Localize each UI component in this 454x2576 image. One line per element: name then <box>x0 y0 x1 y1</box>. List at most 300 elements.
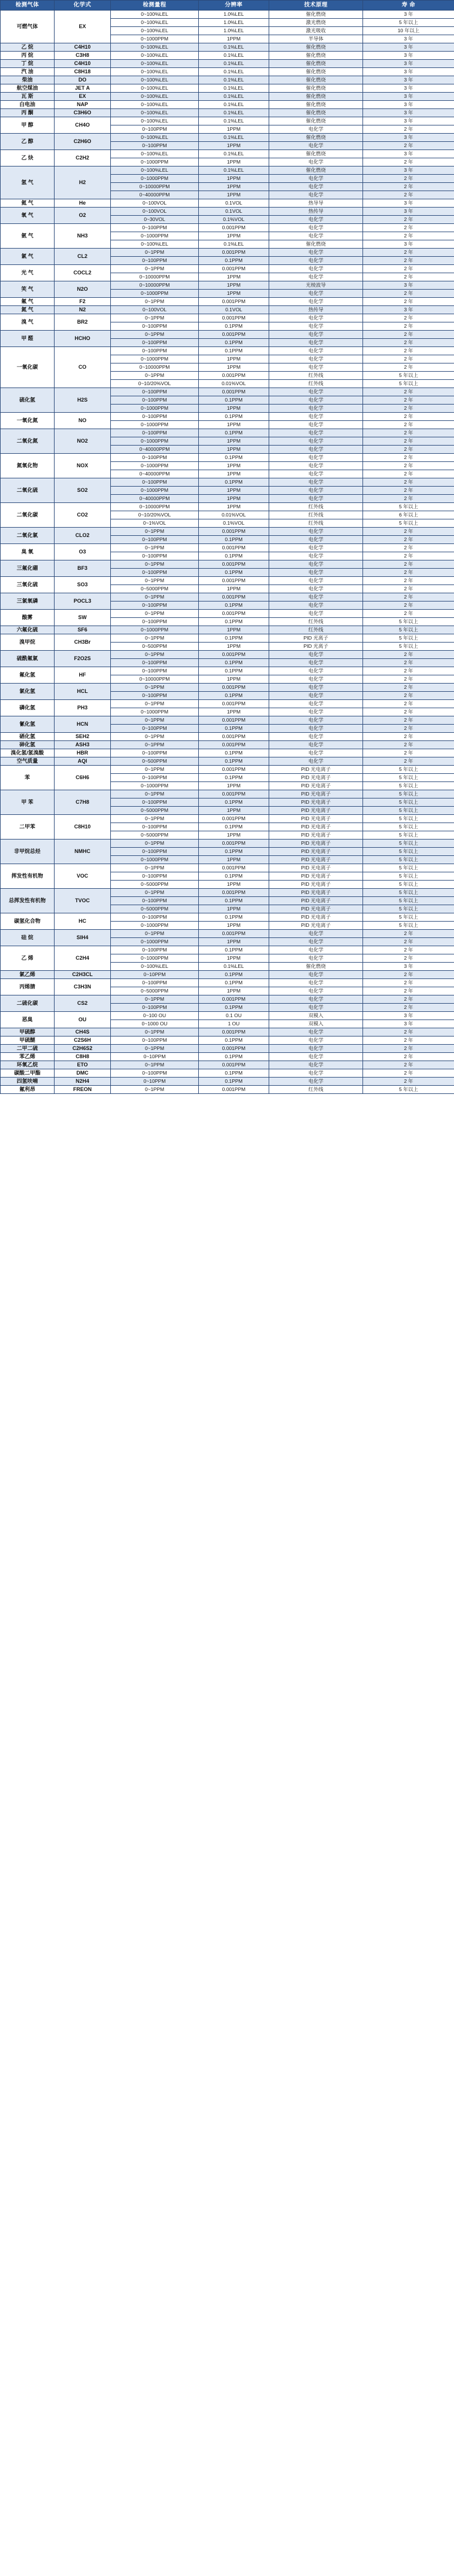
formula-cell: CH3Br <box>55 634 111 651</box>
resolution-cell: 0.1PPM <box>199 413 269 421</box>
resolution-cell: 0.1PPM <box>199 569 269 577</box>
gas-name-cell: 丙烯腈 <box>1 979 55 995</box>
principle-cell: 催化燃烧 <box>269 76 363 84</box>
resolution-cell: 0.001PPM <box>199 766 269 774</box>
principle-cell: 电化学 <box>269 659 363 667</box>
resolution-cell: 0.1%LEL <box>199 60 269 68</box>
life-cell: 2 年 <box>363 175 454 183</box>
gas-name-cell: 二硫化碳 <box>1 995 55 1012</box>
resolution-cell: 1PPM <box>199 503 269 511</box>
range-cell: 0~1PPM <box>111 1045 199 1053</box>
principle-cell: 双模入 <box>269 1012 363 1020</box>
life-cell: 5 年以上 <box>363 503 454 511</box>
table-row <box>1 281 454 290</box>
table-row <box>1 43 454 52</box>
range-cell: 0~10000PPM <box>111 273 199 281</box>
range-cell: 0~1PPM <box>111 249 199 257</box>
formula-cell: NH3 <box>55 224 111 249</box>
principle-cell: PID 光电离子 <box>269 913 363 922</box>
life-cell: 3 年 <box>363 43 454 52</box>
life-cell: 3 年 <box>363 208 454 216</box>
formula-cell: HCL <box>55 684 111 700</box>
gas-name-cell: 溴化氢/氢溴酸 <box>1 749 55 757</box>
gas-name-cell: 二甲二硫 <box>1 1045 55 1053</box>
range-cell: 0~100PPM <box>111 1036 199 1045</box>
principle-cell: 电化学 <box>269 339 363 347</box>
resolution-cell: 0.1PPM <box>199 1053 269 1061</box>
range-cell: 0~1PPM <box>111 331 199 339</box>
formula-cell: C8H10 <box>55 815 111 840</box>
range-cell: 0~1PPM <box>111 716 199 725</box>
range-cell: 0~1PPM <box>111 864 199 872</box>
resolution-cell: 0.001PPM <box>199 1045 269 1053</box>
principle-cell: PID 光电离子 <box>269 872 363 881</box>
life-cell: 3 年 <box>363 11 454 19</box>
life-cell: 2 年 <box>363 265 454 273</box>
table-row <box>1 60 454 68</box>
life-cell: 3 年 <box>363 306 454 314</box>
range-cell: 0~100%LEL <box>111 60 199 68</box>
resolution-cell: 0.001PPM <box>199 700 269 708</box>
header-formula: 化学式 <box>55 1 111 11</box>
resolution-cell: 0.1PPM <box>199 347 269 355</box>
resolution-cell: 0.1%LEL <box>199 117 269 125</box>
resolution-cell: 0.001PPM <box>199 265 269 273</box>
table-row <box>1 224 454 232</box>
formula-cell: TVOC <box>55 889 111 913</box>
gas-name-cell: 总挥发性有机物 <box>1 889 55 913</box>
life-cell: 5 年以上 <box>363 848 454 856</box>
principle-cell: 电化学 <box>269 1036 363 1045</box>
gas-name-cell: 二氧化硫 <box>1 478 55 503</box>
formula-cell: H2 <box>55 166 111 199</box>
table-row <box>1 1078 454 1086</box>
life-cell: 5 年以上 <box>363 905 454 913</box>
principle-cell: 电化学 <box>269 1004 363 1012</box>
principle-cell: 电化学 <box>269 708 363 716</box>
principle-cell: PID 光电离子 <box>269 864 363 872</box>
formula-cell: FREON <box>55 1086 111 1094</box>
range-cell: 0~40000PPM <box>111 495 199 503</box>
formula-cell: H2S <box>55 388 111 413</box>
range-cell: 0~1000PPM <box>111 290 199 298</box>
gas-name-cell: 硫化氢 <box>1 388 55 413</box>
range-cell: 0~1000PPM <box>111 158 199 166</box>
formula-cell: C2H3CL <box>55 971 111 979</box>
resolution-cell: 1PPM <box>199 881 269 889</box>
principle-cell: 电化学 <box>269 741 363 749</box>
life-cell: 2 年 <box>363 339 454 347</box>
gas-name-cell: 氮 气 <box>1 306 55 314</box>
resolution-cell: 0.1%VOL <box>199 216 269 224</box>
gas-name-cell: 氢 气 <box>1 166 55 199</box>
range-cell: 0~100%LEL <box>111 240 199 249</box>
gas-name-cell: 乙 烯 <box>1 946 55 971</box>
formula-cell: C3H3N <box>55 979 111 995</box>
formula-cell: C2H2 <box>55 150 111 166</box>
range-cell: 0~100PPM <box>111 1004 199 1012</box>
range-cell: 0~500PPM <box>111 757 199 766</box>
table-row <box>1 651 454 659</box>
gas-name-cell: 航空煤油 <box>1 84 55 93</box>
resolution-cell: 0.001PPM <box>199 528 269 536</box>
resolution-cell: 1PPM <box>199 446 269 454</box>
life-cell: 3 年 <box>363 60 454 68</box>
principle-cell: 催化燃烧 <box>269 166 363 175</box>
table-row <box>1 946 454 954</box>
life-cell: 3 年 <box>363 93 454 101</box>
range-cell: 0~10/20%VOL <box>111 511 199 519</box>
range-cell: 0~1PPM <box>111 840 199 848</box>
principle-cell: 电化学 <box>269 930 363 938</box>
table-row <box>1 716 454 725</box>
life-cell: 5 年以上 <box>363 790 454 798</box>
life-cell: 2 年 <box>363 363 454 372</box>
range-cell: 0~10PPM <box>111 971 199 979</box>
table-row <box>1 840 454 848</box>
resolution-cell: 1PPM <box>199 831 269 840</box>
life-cell: 2 年 <box>363 314 454 322</box>
range-cell: 0~100PPM <box>111 339 199 347</box>
range-cell: 0~1PPM <box>111 577 199 585</box>
range-cell: 0~1000PPM <box>111 782 199 790</box>
principle-cell: 双模入 <box>269 1020 363 1028</box>
range-cell: 0~100PPM <box>111 388 199 396</box>
life-cell: 2 年 <box>363 577 454 585</box>
resolution-cell: 0.1%LEL <box>199 93 269 101</box>
life-cell: 2 年 <box>363 224 454 232</box>
resolution-cell: 1PPM <box>199 462 269 470</box>
principle-cell: 催化燃烧 <box>269 43 363 52</box>
range-cell: 0~100PPM <box>111 823 199 831</box>
principle-cell: 激光吸收 <box>269 27 363 35</box>
gas-name-cell: 四氢呋喃 <box>1 1078 55 1086</box>
principle-cell: 催化燃烧 <box>269 11 363 19</box>
life-cell: 2 年 <box>363 273 454 281</box>
range-cell: 0~1000PPM <box>111 462 199 470</box>
range-cell: 0~100PPM <box>111 872 199 881</box>
resolution-cell: 1PPM <box>199 273 269 281</box>
life-cell: 2 年 <box>363 560 454 569</box>
table-row <box>1 1053 454 1061</box>
life-cell: 3 年 <box>363 68 454 76</box>
life-cell: 3 年 <box>363 1012 454 1020</box>
life-cell: 3 年 <box>363 963 454 971</box>
resolution-cell: 0.1PPM <box>199 946 269 954</box>
table-row <box>1 1012 454 1020</box>
header-gas: 检测气体 <box>1 1 55 11</box>
principle-cell: PID 光电离子 <box>269 922 363 930</box>
principle-cell: 催化燃烧 <box>269 68 363 76</box>
range-cell: 0~1PPM <box>111 593 199 601</box>
resolution-cell: 1PPM <box>199 675 269 684</box>
range-cell: 0~100PPM <box>111 897 199 905</box>
range-cell: 0~1PPM <box>111 1086 199 1094</box>
principle-cell: 激光燃烧 <box>269 19 363 27</box>
principle-cell: 电化学 <box>269 298 363 306</box>
table-row <box>1 593 454 601</box>
range-cell: 0~1000PPM <box>111 954 199 963</box>
principle-cell: 电化学 <box>269 667 363 675</box>
range-cell: 0~1000PPM <box>111 405 199 413</box>
range-cell: 0~100PPM <box>111 396 199 405</box>
principle-cell: 热传导 <box>269 306 363 314</box>
gas-name-cell: 氦 气 <box>1 199 55 208</box>
formula-cell: O3 <box>55 544 111 560</box>
resolution-cell: 0.1PPM <box>199 692 269 700</box>
resolution-cell: 0.1PPM <box>199 971 269 979</box>
principle-cell: 电化学 <box>269 971 363 979</box>
principle-cell: 电化学 <box>269 1061 363 1069</box>
resolution-cell: 0.001PPM <box>199 314 269 322</box>
table-row <box>1 700 454 708</box>
gas-name-cell: 乙 炔 <box>1 150 55 166</box>
range-cell: 0~40000PPM <box>111 446 199 454</box>
range-cell: 0~1PPM <box>111 1061 199 1069</box>
range-cell: 0~10000PPM <box>111 503 199 511</box>
life-cell: 3 年 <box>363 35 454 43</box>
table-row <box>1 11 454 19</box>
life-cell: 5 年以上 <box>363 922 454 930</box>
gas-name-cell: 挥发性有机物 <box>1 864 55 889</box>
principle-cell: 红外线 <box>269 519 363 528</box>
formula-cell: CO2 <box>55 503 111 528</box>
range-cell: 0~10000PPM <box>111 183 199 191</box>
formula-cell: BR2 <box>55 314 111 331</box>
principle-cell: 热导导 <box>269 199 363 208</box>
resolution-cell: 0.001PPM <box>199 544 269 552</box>
principle-cell: PID 光电离子 <box>269 905 363 913</box>
life-cell: 5 年以上 <box>363 881 454 889</box>
range-cell: 0~1PPM <box>111 298 199 306</box>
gas-name-cell: 白电油 <box>1 101 55 109</box>
resolution-cell: 0.1PPM <box>199 601 269 610</box>
gas-name-cell: 苯 <box>1 766 55 790</box>
range-cell: 0~1000PPM <box>111 35 199 43</box>
formula-cell: OU <box>55 1012 111 1028</box>
gas-name-cell: 乙 醇 <box>1 134 55 150</box>
resolution-cell: 0.1PPM <box>199 725 269 733</box>
gas-name-cell: 非甲烷总烃 <box>1 840 55 864</box>
table-row <box>1 528 454 536</box>
gas-name-cell: 硒化氢 <box>1 733 55 741</box>
formula-cell: C8H18 <box>55 68 111 76</box>
life-cell: 2 年 <box>363 708 454 716</box>
principle-cell: 电化学 <box>269 552 363 560</box>
principle-cell: 电化学 <box>269 437 363 446</box>
principle-cell: 电化学 <box>269 675 363 684</box>
life-cell: 5 年以上 <box>363 815 454 823</box>
life-cell: 5 年以上 <box>363 798 454 807</box>
formula-cell: C4H10 <box>55 43 111 52</box>
table-row <box>1 1086 454 1094</box>
principle-cell: 电化学 <box>269 987 363 995</box>
resolution-cell: 0.1PPM <box>199 872 269 881</box>
life-cell: 2 年 <box>363 298 454 306</box>
gas-name-cell: 硅 烷 <box>1 930 55 946</box>
life-cell: 2 年 <box>363 454 454 462</box>
range-cell: 0~100%LEL <box>111 109 199 117</box>
range-cell: 0~100 OU <box>111 1012 199 1020</box>
life-cell: 2 年 <box>363 995 454 1004</box>
gas-name-cell: 二氧化氮 <box>1 429 55 454</box>
range-cell: 0~100PPM <box>111 692 199 700</box>
gas-name-cell: 乙 烷 <box>1 43 55 52</box>
life-cell: 5 年以上 <box>363 626 454 634</box>
life-cell: 2 年 <box>363 396 454 405</box>
resolution-cell: 0.001PPM <box>199 716 269 725</box>
life-cell: 2 年 <box>363 528 454 536</box>
principle-cell: 催化燃烧 <box>269 52 363 60</box>
principle-cell: 红外线 <box>269 618 363 626</box>
principle-cell: 电化学 <box>269 446 363 454</box>
range-cell: 0~10000PPM <box>111 675 199 684</box>
resolution-cell: 1.0%LEL <box>199 27 269 35</box>
resolution-cell: 0.1PPM <box>199 757 269 766</box>
life-cell: 2 年 <box>363 158 454 166</box>
table-row <box>1 544 454 552</box>
principle-cell: 电化学 <box>269 716 363 725</box>
life-cell: 3 年 <box>363 240 454 249</box>
table-row <box>1 864 454 872</box>
range-cell: 0~1PPM <box>111 930 199 938</box>
principle-cell: 电化学 <box>269 585 363 593</box>
resolution-cell: 0.001PPM <box>199 995 269 1004</box>
range-cell: 0~1PPM <box>111 634 199 643</box>
resolution-cell: 0.1PPM <box>199 1004 269 1012</box>
table-row <box>1 298 454 306</box>
range-cell: 0~100PPM <box>111 429 199 437</box>
gas-name-cell: 三氟化硼 <box>1 560 55 577</box>
principle-cell: 电化学 <box>269 249 363 257</box>
gas-name-cell: 瓦 斯 <box>1 93 55 101</box>
principle-cell: PID 光电离子 <box>269 798 363 807</box>
resolution-cell: 0.001PPM <box>199 889 269 897</box>
table-row <box>1 150 454 158</box>
resolution-cell: 1PPM <box>199 782 269 790</box>
principle-cell: PID 光离子 <box>269 643 363 651</box>
range-cell: 0~100PPM <box>111 322 199 331</box>
table-row <box>1 134 454 142</box>
principle-cell: 催化燃烧 <box>269 134 363 142</box>
range-cell: 0~100%LEL <box>111 11 199 19</box>
gas-name-cell: 六氟化硫 <box>1 626 55 634</box>
range-cell: 0~1000PPM <box>111 437 199 446</box>
table-row <box>1 815 454 823</box>
resolution-cell: 1PPM <box>199 232 269 240</box>
table-row <box>1 626 454 634</box>
principle-cell: 电化学 <box>269 396 363 405</box>
life-cell: 2 年 <box>363 569 454 577</box>
resolution-cell: 0.001PPM <box>199 840 269 848</box>
principle-cell: PID 光离子 <box>269 634 363 643</box>
range-cell: 0~1PPM <box>111 733 199 741</box>
resolution-cell: 1PPM <box>199 125 269 134</box>
resolution-cell: 0.1PPM <box>199 979 269 987</box>
formula-cell: COCL2 <box>55 265 111 281</box>
principle-cell: PID 光电离子 <box>269 790 363 798</box>
range-cell: 0~100%LEL <box>111 93 199 101</box>
resolution-cell: 0.1%VOL <box>199 519 269 528</box>
range-cell: 0~1000PPM <box>111 938 199 946</box>
resolution-cell: 0.001PPM <box>199 684 269 692</box>
principle-cell: 电化学 <box>269 757 363 766</box>
life-cell: 2 年 <box>363 413 454 421</box>
gas-name-cell: 一氧化碳 <box>1 347 55 388</box>
principle-cell: 催化燃烧 <box>269 150 363 158</box>
range-cell: 0~1PPM <box>111 528 199 536</box>
range-cell: 0~1PPM <box>111 766 199 774</box>
gas-name-cell: 甲 醇 <box>1 117 55 134</box>
life-cell: 5 年以上 <box>363 889 454 897</box>
life-cell: 5 年以上 <box>363 19 454 27</box>
principle-cell: 催化燃烧 <box>269 240 363 249</box>
range-cell: 0~100%LEL <box>111 166 199 175</box>
range-cell: 0~1000PPM <box>111 175 199 183</box>
resolution-cell: 0.1PPM <box>199 257 269 265</box>
gas-name-cell: 光 气 <box>1 265 55 281</box>
range-cell: 0~1PPM <box>111 889 199 897</box>
resolution-cell: 1PPM <box>199 437 269 446</box>
life-cell: 2 年 <box>363 700 454 708</box>
principle-cell: PID 光电离子 <box>269 848 363 856</box>
principle-cell: 电化学 <box>269 331 363 339</box>
formula-cell: F2O2S <box>55 651 111 667</box>
gas-name-cell: 氰化氢 <box>1 716 55 733</box>
resolution-cell: 0.001PPM <box>199 610 269 618</box>
table-body <box>1 11 454 1094</box>
formula-cell: N2O <box>55 281 111 298</box>
gas-name-cell: 氯乙烯 <box>1 971 55 979</box>
formula-cell: He <box>55 199 111 208</box>
table-row <box>1 979 454 987</box>
table-row <box>1 667 454 675</box>
formula-cell: HCHO <box>55 331 111 347</box>
resolution-cell: 1PPM <box>199 183 269 191</box>
resolution-cell: 1PPM <box>199 355 269 363</box>
life-cell: 5 年以上 <box>363 823 454 831</box>
resolution-cell: 0.001PPM <box>199 372 269 380</box>
principle-cell: PID 光电离子 <box>269 831 363 840</box>
range-cell: 0~100%LEL <box>111 84 199 93</box>
life-cell: 2 年 <box>363 930 454 938</box>
table-row <box>1 741 454 749</box>
table-row <box>1 733 454 741</box>
principle-cell: 红外线 <box>269 372 363 380</box>
principle-cell: PID 光电离子 <box>269 774 363 782</box>
gas-name-cell: 砷化氢 <box>1 741 55 749</box>
header-principle: 技术原理 <box>269 1 363 11</box>
resolution-cell: 0.001PPM <box>199 560 269 569</box>
formula-cell: CLO2 <box>55 528 111 544</box>
life-cell: 5 年以上 <box>363 766 454 774</box>
range-cell: 0~100%LEL <box>111 19 199 27</box>
formula-cell: SO3 <box>55 577 111 593</box>
range-cell: 0~1PPM <box>111 790 199 798</box>
formula-cell: BF3 <box>55 560 111 577</box>
resolution-cell: 0.1%LEL <box>199 68 269 76</box>
life-cell: 5 年以上 <box>363 643 454 651</box>
formula-cell: ASH3 <box>55 741 111 749</box>
range-cell: 0~100PPM <box>111 913 199 922</box>
resolution-cell: 0.1VOL <box>199 306 269 314</box>
gas-name-cell: 笑 气 <box>1 281 55 298</box>
range-cell: 0~100VOL <box>111 199 199 208</box>
life-cell: 5 年以上 <box>363 807 454 815</box>
life-cell: 3 年 <box>363 199 454 208</box>
table-row <box>1 166 454 175</box>
range-cell: 0~1000PPM <box>111 487 199 495</box>
